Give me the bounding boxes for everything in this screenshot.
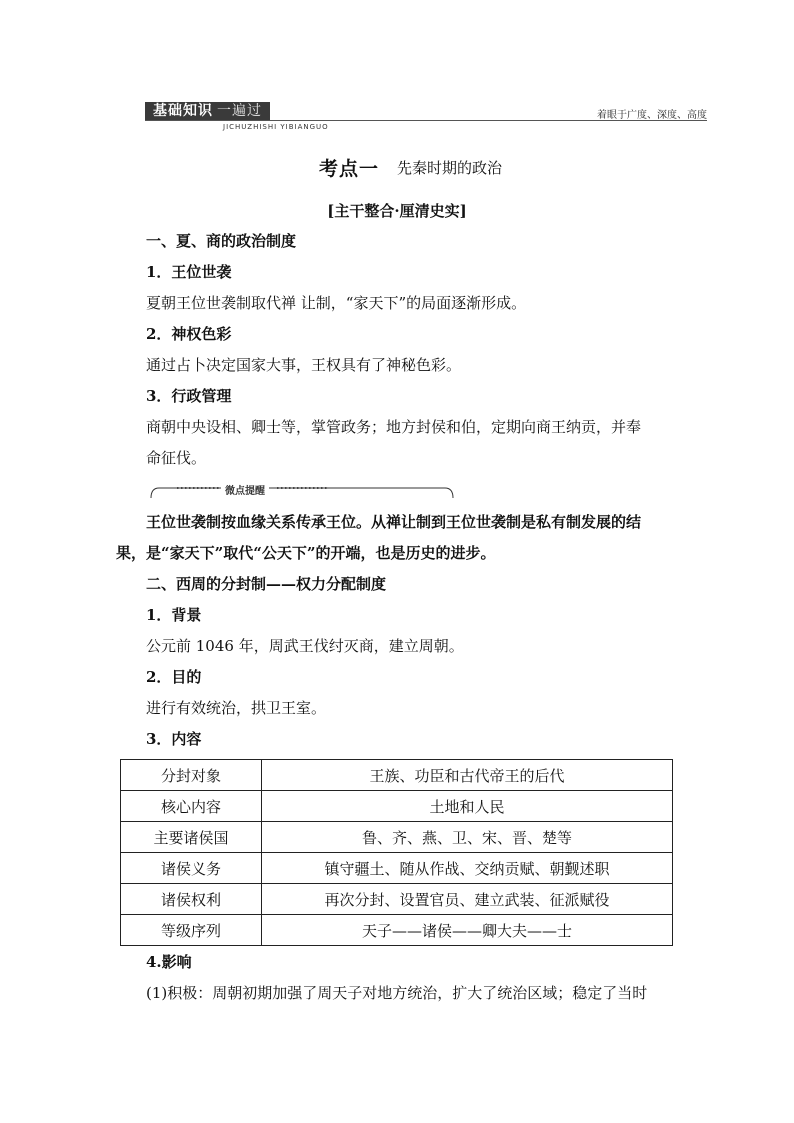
table-cell-key: 核心内容 <box>121 791 262 822</box>
banner-pinyin: JICHUZHISHI YIBIANGUO <box>223 123 329 131</box>
item-1-3-text-b: 命征伐。 <box>146 449 207 467</box>
topic-title: 先秦时期的政治 <box>397 158 503 177</box>
table-row <box>121 884 673 915</box>
table-cell-value: 王族、功臣和古代帝王的后代 <box>262 760 673 791</box>
banner-tab <box>145 102 270 121</box>
item-1-3-title: 3．行政管理 <box>146 387 232 405</box>
section-2-title: 二、西周的分封制——权力分配制度 <box>146 575 387 593</box>
table-cell-value: 再次分封、设置官员、建立武装、征派赋役 <box>262 884 673 915</box>
table-row <box>121 822 673 853</box>
banner-tab-main: 基础知识 <box>153 103 213 119</box>
table-cell-key: 主要诸侯国 <box>121 822 262 853</box>
item-1-2-title: 2．神权色彩 <box>146 325 232 343</box>
item-2-1-text: 公元前 1046 年，周武王伐纣灭商，建立周朝。 <box>146 637 464 655</box>
tip-text-a: 王位世袭制按血缘关系传承王位。从禅让制到王位世袭制是私有制发展的结 <box>146 513 642 531</box>
topic-number: 考点一 <box>313 154 385 181</box>
item-2-4-title: 4.影响 <box>146 953 192 971</box>
table-cell-key: 分封对象 <box>121 760 262 791</box>
tip-bracket <box>149 481 455 499</box>
table-row <box>121 791 673 822</box>
section-subtitle: [主干整合·厘清史实] <box>327 202 467 220</box>
table-cell-value: 鲁、齐、燕、卫、宋、晋、楚等 <box>262 822 673 853</box>
item-2-2-text: 进行有效统治，拱卫王室。 <box>146 699 327 717</box>
item-2-2-title: 2．目的 <box>146 668 202 686</box>
table-row <box>121 915 673 946</box>
banner-right-note: 着眼于广度、深度、高度 <box>597 110 707 121</box>
banner-tab-sub: 一遍过 <box>217 103 262 119</box>
item-2-4-text: (1)积极：周朝初期加强了周天子对地方统治，扩大了统治区域；稳定了当时 <box>146 984 648 1002</box>
table-row <box>121 760 673 791</box>
tip-label: 微点提醒 <box>221 482 269 497</box>
item-2-3-title: 3．内容 <box>146 730 202 748</box>
table-cell-value: 土地和人民 <box>262 791 673 822</box>
item-1-1-title: 1．王位世袭 <box>146 263 232 281</box>
item-1-1-text: 夏朝王位世袭制取代禅 让制，“家天下”的局面逐渐形成。 <box>146 294 527 312</box>
tip-text-b: 果，是“家天下”取代“公天下”的开端，也是历史的进步。 <box>116 544 496 562</box>
table-cell-value: 天子——诸侯——卿大夫——士 <box>262 915 673 946</box>
table-row <box>121 853 673 884</box>
tip-bracket-line <box>149 481 455 499</box>
section-1-title: 一、夏、商的政治制度 <box>146 232 297 250</box>
table-cell-key: 等级序列 <box>121 915 262 946</box>
table-cell-key: 诸侯权利 <box>121 884 262 915</box>
item-1-3-text-a: 商朝中央设相、卿士等，掌管政务；地方封侯和伯，定期向商王纳贡，并奉 <box>146 418 642 436</box>
item-2-1-title: 1．背景 <box>146 606 202 624</box>
section-banner <box>145 102 707 134</box>
table-cell-value: 镇守疆土、随从作战、交纳贡赋、朝觐述职 <box>262 853 673 884</box>
fenfeng-table <box>120 759 673 946</box>
table-cell-key: 诸侯义务 <box>121 853 262 884</box>
topic-heading <box>313 153 502 181</box>
item-1-2-text: 通过占卜决定国家大事，王权具有了神秘色彩。 <box>146 356 462 374</box>
